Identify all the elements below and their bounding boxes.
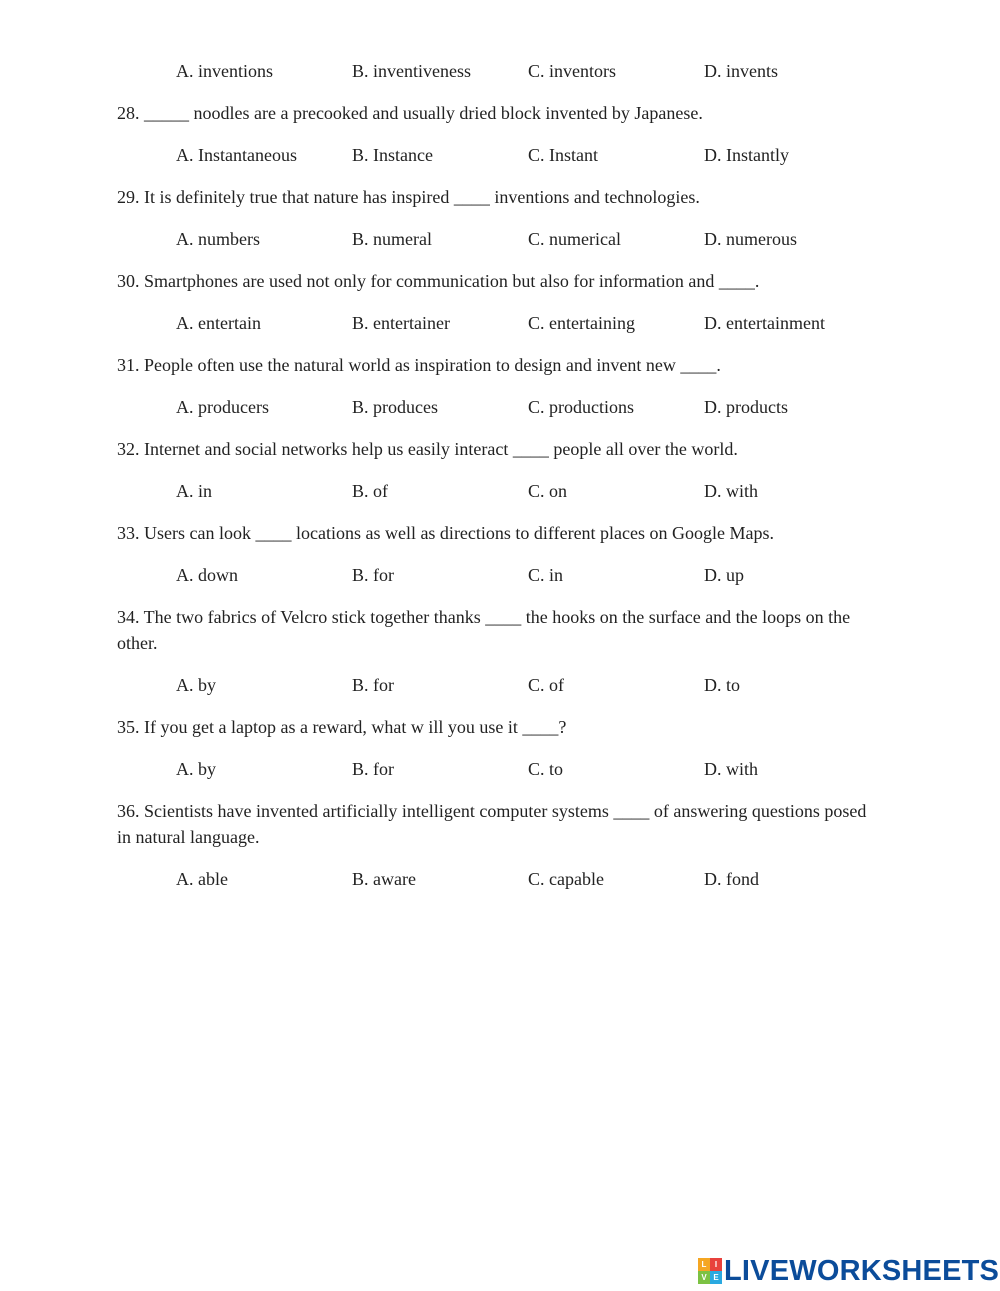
option-d[interactable]: D. fond	[704, 869, 759, 889]
option-a[interactable]: A. in	[176, 481, 212, 501]
question-33	[117, 520, 877, 588]
option-d[interactable]: D. Instantly	[704, 145, 789, 165]
liveworksheets-brand	[698, 1254, 999, 1288]
option-c[interactable]: C. numerical	[528, 229, 621, 249]
question-stem: 34. The two fabrics of Velcro stick together thanks ____ the hooks on the surface and the loops on the other.	[117, 607, 851, 653]
option-d[interactable]: D. with	[704, 481, 758, 501]
option-b[interactable]: B. aware	[352, 869, 416, 889]
option-c[interactable]: C. to	[528, 759, 564, 779]
question-31	[117, 352, 877, 420]
question-35	[117, 714, 877, 782]
option-d[interactable]: D. up	[704, 565, 744, 585]
option-b[interactable]: B. numeral	[352, 229, 432, 249]
option-row	[117, 310, 877, 336]
question-stem: 33. Users can look ____ locations as well as directions to different places on Google Maps.	[117, 523, 775, 543]
option-a[interactable]: A. able	[176, 869, 228, 889]
option-b[interactable]: B. for	[352, 759, 394, 779]
option-a[interactable]: A. numbers	[176, 229, 260, 249]
option-row	[117, 756, 877, 782]
liveworksheets-logo-icon	[698, 1258, 722, 1284]
option-c[interactable]: C. Instant	[528, 145, 598, 165]
logo-tile: E	[710, 1271, 722, 1284]
question-32	[117, 436, 877, 504]
question-29	[117, 184, 877, 252]
question-list	[117, 100, 877, 908]
question-stem: 28. _____ noodles are a precooked and usually dried block invented by Japanese.	[117, 103, 703, 123]
option-b[interactable]: B. for	[352, 565, 394, 585]
option-c[interactable]: C. of	[528, 675, 564, 695]
option-c[interactable]: C. capable	[528, 869, 604, 889]
question-stem: 30. Smartphones are used not only for communication but also for information and ____.	[117, 271, 760, 291]
question-30	[117, 268, 877, 336]
option-c[interactable]: C. on	[528, 481, 568, 501]
option-c[interactable]: C. in	[528, 565, 564, 585]
option-b[interactable]: B. of	[352, 481, 388, 501]
option-a[interactable]: A. Instantaneous	[176, 145, 297, 165]
question-36	[117, 798, 877, 892]
option-a[interactable]: A. by	[176, 675, 216, 695]
option-row	[117, 672, 877, 698]
option-c[interactable]: C. inventors	[528, 61, 616, 81]
option-b[interactable]: B. Instance	[352, 145, 433, 165]
option-row	[117, 866, 877, 892]
logo-tile: L	[698, 1258, 710, 1271]
option-d[interactable]: D. numerous	[704, 229, 797, 249]
question-stem: 32. Internet and social networks help us easily interact ____ people all over the world.	[117, 439, 738, 459]
question-34	[117, 604, 877, 698]
option-a[interactable]: A. entertain	[176, 313, 261, 333]
option-c[interactable]: C. entertaining	[528, 313, 635, 333]
option-a[interactable]: A. producers	[176, 397, 269, 417]
option-row	[0, 58, 1000, 84]
option-a[interactable]: A. down	[176, 565, 238, 585]
option-c[interactable]: C. productions	[528, 397, 634, 417]
option-a[interactable]: A. by	[176, 759, 216, 779]
question-stem: 29. It is definitely true that nature has inspired ____ inventions and technologies.	[117, 187, 700, 207]
option-d[interactable]: D. with	[704, 759, 758, 779]
option-row	[117, 142, 877, 168]
option-d[interactable]: D. to	[704, 675, 740, 695]
option-row	[117, 562, 877, 588]
question-28	[117, 100, 877, 168]
question-stem: 36. Scientists have invented artificially intelligent computer systems ____ of answering questions posed in natural language.	[117, 801, 867, 847]
logo-tile: I	[710, 1258, 722, 1271]
option-b[interactable]: B. produces	[352, 397, 438, 417]
option-row	[117, 394, 877, 420]
option-d[interactable]: D. entertainment	[704, 313, 825, 333]
logo-tile: V	[698, 1271, 710, 1284]
option-row	[117, 226, 877, 252]
option-b[interactable]: B. entertainer	[352, 313, 450, 333]
option-d[interactable]: D. products	[704, 397, 788, 417]
option-a[interactable]: A. inventions	[176, 61, 273, 81]
question-27-options	[0, 58, 1000, 84]
question-stem: 31. People often use the natural world as inspiration to design and invent new ____.	[117, 355, 721, 375]
option-b[interactable]: B. inventiveness	[352, 61, 471, 81]
option-d[interactable]: D. invents	[704, 61, 778, 81]
question-stem: 35. If you get a laptop as a reward, what w ill you use it ____?	[117, 717, 567, 737]
option-row	[117, 478, 877, 504]
brand-name: LIVEWORKSHEETS	[724, 1255, 1000, 1287]
option-b[interactable]: B. for	[352, 675, 394, 695]
